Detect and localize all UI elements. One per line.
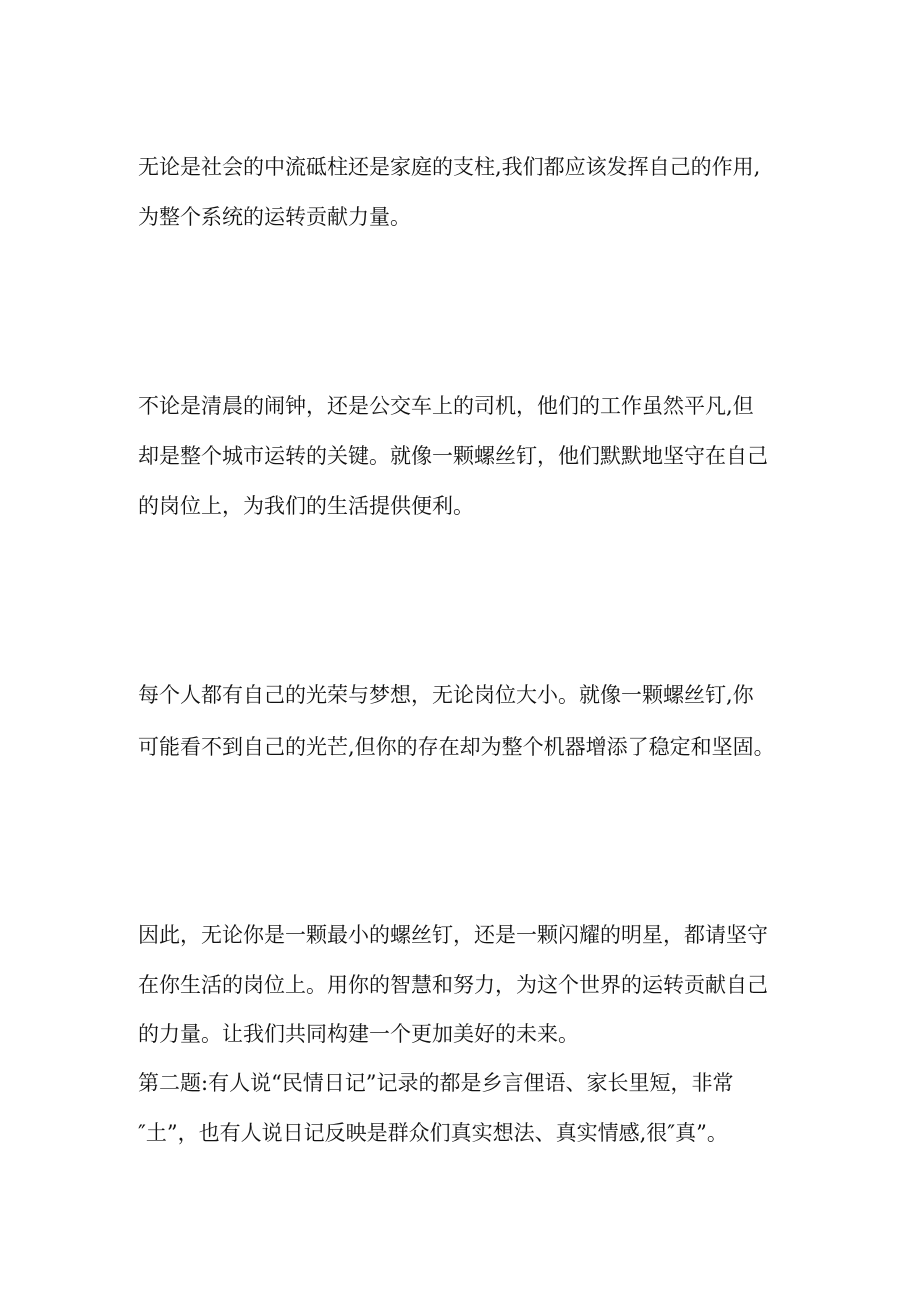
- text-line: 每个人都有自己的光荣与梦想，无论岗位大小。就像一颗螺丝钉,你: [138, 683, 754, 707]
- text-line: ″土”，也有人说日记反映是群众们真实想法、真实情感,很″真”。: [138, 1121, 728, 1145]
- text-line: 因此，无论你是一颗最小的螺丝钉，还是一颗闪耀的明星，都请坚守: [138, 923, 768, 947]
- text-line: 为整个系统的运转贡献力量。: [138, 205, 411, 229]
- text-line: 的岗位上，为我们的生活提供便利。: [138, 494, 474, 518]
- text-line: 可能看不到自己的光芒,但你的存在却为整个机器增添了稳定和坚固。: [138, 735, 775, 759]
- text-line: 不论是清晨的闹钟，还是公交车上的司机，他们的工作虽然平凡,但: [138, 394, 754, 418]
- text-line: 在你生活的岗位上。用你的智慧和努力，为这个世界的运转贡献自己: [138, 973, 768, 997]
- text-line: 无论是社会的中流砥柱还是家庭的支柱,我们都应该发挥自己的作用,: [138, 155, 761, 179]
- text-line: 的力量。让我们共同构建一个更加美好的未来。: [138, 1022, 579, 1046]
- question-heading-line: 第二题:有人说“民情日记”记录的都是乡言俚语、家长里短，非常: [138, 1071, 734, 1095]
- text-line: 却是整个城市运转的关键。就像一颗螺丝钉，他们默默地坚守在自己: [138, 444, 768, 468]
